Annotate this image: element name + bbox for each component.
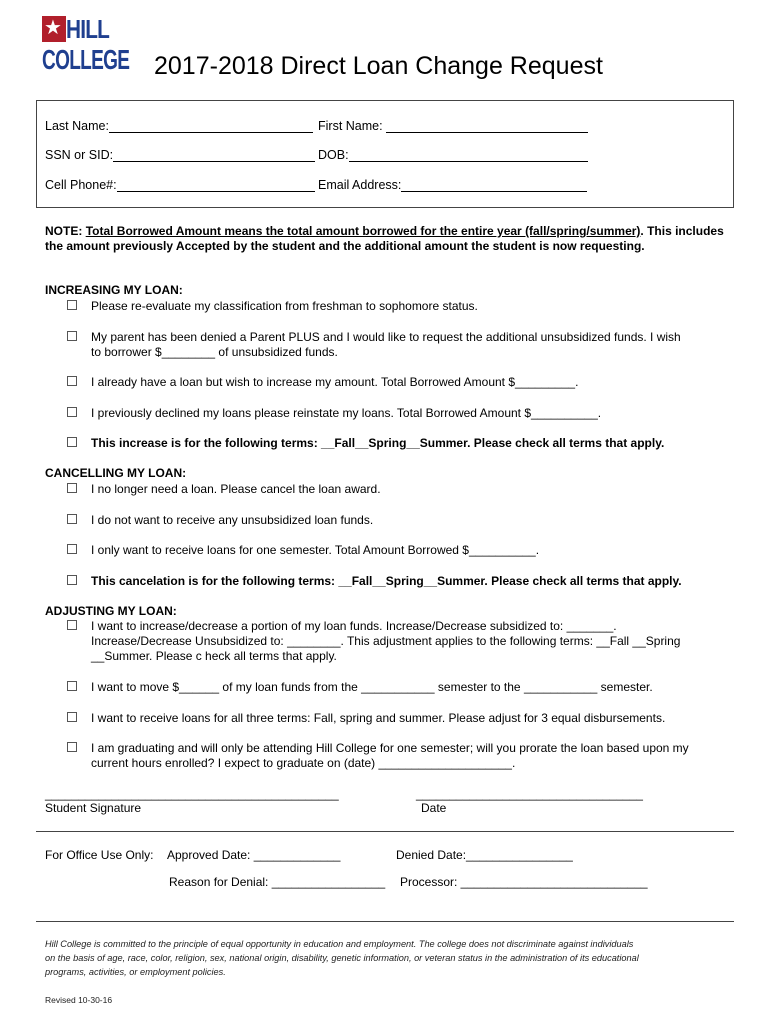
footer-divider [36,921,734,922]
first-name-field[interactable] [318,119,588,133]
checkbox-icon[interactable] [67,483,77,493]
increase-option-2[interactable] [67,330,737,362]
signature-line[interactable]: ____________________________________________ [45,787,339,801]
checkbox-icon[interactable] [67,376,77,386]
option-text: Increase/Decrease Unsubsidized to: ________. This adjustment applies to the following terms: __Fall __Spring [91,634,681,648]
checkbox-icon[interactable] [67,331,77,341]
option-text: This increase is for the following terms: __Fall__Spring__Summer. Please check all terms that apply. [91,436,665,450]
option-text: I no longer need a loan. Please cancel the loan award. [91,482,381,496]
option-text: This cancelation is for the following terms: __Fall__Spring__Summer. Please check all terms that apply. [91,574,682,588]
logo-text-hill: HILL [66,14,110,44]
option-text: I already have a loan but wish to increase my amount. Total Borrowed Amount $_________. [91,375,579,389]
footer-line: on the basis of age, race, color, religion, sex, national origin, disability, genetic information, or veteran status in the administration of its educational [45,953,639,963]
checkbox-icon[interactable] [67,544,77,554]
option-text: My parent has been denied a Parent PLUS and I would like to request the additional unsubsidized funds. I wish [91,330,681,344]
email-label: Email Address: [318,178,402,192]
cell-phone-field[interactable] [45,178,315,192]
cancelling-heading: CANCELLING MY LOAN: [45,466,187,480]
ssn-label: SSN or SID: [45,148,114,162]
student-signature-label: Student Signature [45,801,142,815]
note-underlined: Total Borrowed Amount means the total amount borrowed for the entire year (fall/spring/summer) [85,224,641,238]
checkbox-icon[interactable] [67,620,77,630]
dob-label: DOB: [318,148,349,162]
checkbox-icon[interactable] [67,712,77,722]
checkbox-icon[interactable] [67,407,77,417]
last-name-field[interactable] [45,119,313,133]
date-label: Date [421,801,447,815]
footer-line: Hill College is committed to the principle of equal opportunity in education and employment. The college does not discriminate against individuals [45,939,634,949]
processor-field[interactable]: Processor: ____________________________ [400,875,648,889]
star-icon: ★ [44,17,62,39]
option-text: current hours enrolled? I expect to graduate on (date) ____________________. [91,756,516,770]
reason-for-denial-field[interactable]: Reason for Denial: _________________ [169,875,386,889]
office-use-label: For Office Use Only: [45,848,154,862]
adjusting-heading: ADJUSTING MY LOAN: [45,604,177,618]
hill-college-logo [42,14,130,78]
date-line[interactable]: __________________________________ [416,787,643,801]
checkbox-icon[interactable] [67,437,77,447]
note-label: NOTE: [45,224,83,238]
option-text: __Summer. Please c heck all terms that apply. [91,649,337,663]
email-field[interactable] [318,178,587,192]
first-name-label: First Name: [318,119,383,133]
option-text: I previously declined my loans please reinstate my loans. Total Borrowed Amount $__________. [91,406,602,420]
divider [36,831,734,832]
page-title: 2017-2018 Direct Loan Change Request [154,52,603,80]
option-text: I am graduating and will only be attending Hill College for one semester; will you prorate the loan based upon my [91,741,689,755]
logo-flag [42,16,66,42]
checkbox-icon[interactable] [67,514,77,524]
checkbox-icon[interactable] [67,742,77,752]
equal-opportunity-statement [45,937,735,979]
footer-line: programs, activities, or employment policies. [45,967,226,977]
logo-text-college: COLLEGE [42,44,130,75]
denied-date-field[interactable]: Denied Date:________________ [396,848,573,862]
checkbox-icon[interactable] [67,575,77,585]
cell-phone-label: Cell Phone#: [45,178,117,192]
option-text: I want to increase/decrease a portion of my loan funds. Increase/Decrease subsidized to: _______. [91,619,617,633]
approved-date-field[interactable]: Approved Date: _____________ [167,848,341,862]
option-text: I do not want to receive any unsubsidized loan funds. [91,513,374,527]
ssn-field[interactable] [45,148,315,162]
option-text: I only want to receive loans for one semester. Total Amount Borrowed $__________. [91,543,540,557]
last-name-label: Last Name: [45,119,109,133]
adjust-option-1[interactable] [67,619,737,665]
increasing-heading: INCREASING MY LOAN: [45,283,183,297]
option-text: I want to move $______ of my loan funds from the ___________ semester to the ___________ semester. [91,680,653,694]
adjust-option-4[interactable] [67,741,737,773]
note-rest: . This includes the amount previously Accepted by the student and the additional amount the student is now requesting. [45,224,724,253]
checkbox-icon[interactable] [67,681,77,691]
checkbox-icon[interactable] [67,300,77,310]
option-text: Please re-evaluate my classification from freshman to sophomore status. [91,299,478,313]
revised-date: Revised 10-30-16 [45,995,113,1005]
dob-field[interactable] [318,148,588,162]
option-text: to borrower $________ of unsubsidized funds. [91,345,338,359]
note-paragraph [45,224,725,254]
option-text: I want to receive loans for all three terms: Fall, spring and summer. Please adjust for 3 equal disbursements. [91,711,666,725]
